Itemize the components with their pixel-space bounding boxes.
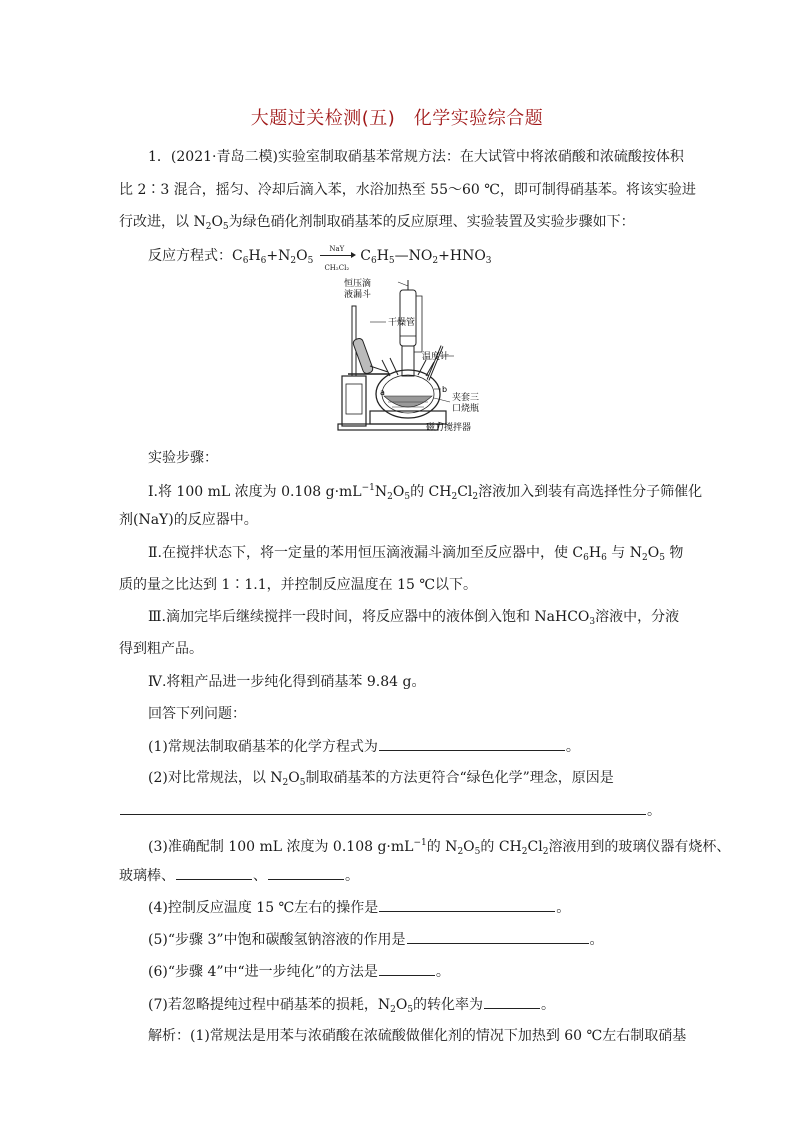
answer-blank-5[interactable] [407, 929, 589, 944]
reaction-condition-arrow: NaY CH₂Cl₂ [318, 246, 356, 266]
step-3: Ⅲ.滴加完毕后继续搅拌一段时间，将反应器中的液体倒入饱和 NaHCO$_3$溶液中，分液 [148, 609, 680, 627]
label-thermometer: 温度计 [422, 352, 450, 362]
label-funnel-1: 恒压滴 [344, 279, 372, 289]
question-number: 1． [148, 149, 171, 165]
label-flask-1: 夹套三 [452, 393, 480, 403]
answer-blank-3a[interactable] [176, 865, 252, 880]
reaction-equation: 反应方程式：$C_6H_6+N_2O_5$ NaY CH₂Cl₂ $C_6H_5—NO_2+HNO_3$ [148, 245, 492, 272]
equation-label: 反应方程式： [148, 248, 232, 264]
step-4: Ⅳ.将粗产品进一步纯化得到硝基苯 9.84 g。 [148, 674, 426, 690]
step-1: Ⅰ.将 100 mL 浓度为 0.108 $g\cdot mL^{-1}N_2O_5$的 $CH_2Cl_2$溶液加入到装有高选择性分子筛催化 [148, 483, 703, 502]
questions-heading: 回答下列问题： [148, 706, 246, 722]
step-2: Ⅱ.在搅拌状态下，将一定量的苯用恒压滴液漏斗滴加至反应器中，使 $C_6H_6$ 与 $N_2O_5$ 物 [148, 545, 684, 563]
label-stirrer: 磁力搅拌器 [426, 423, 472, 433]
label-drying-tube: 干燥管 [388, 318, 416, 328]
label-a: a [380, 388, 385, 397]
question-1: (1)常规法制取硝基苯的化学方程式为 。 [148, 736, 580, 757]
answer-blank-7[interactable] [484, 994, 540, 1009]
answer-blank-2[interactable] [120, 800, 646, 815]
label-funnel-2: 液漏斗 [344, 290, 372, 300]
question-intro-line-1 [148, 147, 684, 167]
question-3-cont: 玻璃棒、 、 。 [119, 865, 359, 886]
step-2-cont: 质的量之比达到 1∶1.1，并控制反应温度在 15 ℃以下。 [119, 577, 477, 593]
analysis-text: 解析：(1)常规法是用苯与浓硝酸在浓硫酸做催化剂的情况下加热到 60 ℃左右制取硝基 [148, 1028, 687, 1044]
question-3: (3)准确配制 100 mL 浓度为 0.108 $g\cdot mL^{-1}$的 $N_2O_5$的 $CH_2Cl_2$溶液用到的玻璃仪器有烧杯、 [148, 838, 731, 857]
intro-text-1: 实验室制取硝基苯常规方法：在大试管中将浓硝酸和浓硫酸按体积 [277, 149, 684, 165]
label-flask-2: 口烧瓶 [452, 404, 480, 414]
label-b: b [442, 385, 448, 394]
step-1-cont: 剂(NaY)的反应器中。 [119, 512, 258, 528]
answer-blank-6[interactable] [379, 961, 435, 976]
answer-blank-1[interactable] [379, 736, 565, 751]
steps-heading: 实验步骤： [148, 450, 218, 466]
question-6: (6)“步骤 4”中“进一步纯化”的方法是 。 [148, 961, 450, 982]
question-intro-line-2: 比 2∶3 混合，摇匀、冷却后滴入苯，水浴加热至 55～60 ℃，即可制得硝基苯。将该实验进 [119, 182, 696, 198]
question-5: (5)“步骤 3”中饱和碳酸氢钠溶液的作用是 。 [148, 929, 604, 950]
step-3-cont: 得到粗产品。 [119, 641, 203, 657]
question-source: (2021·青岛二模) [170, 149, 278, 165]
page-title: 大题过关检测(五) 化学实验综合题 [250, 108, 544, 129]
question-2: (2)对比常规法，以 $N_2O_5$制取硝基苯的方法更符合“绿色化学”理念，原因是 [148, 770, 614, 788]
answer-blank-4[interactable] [379, 897, 555, 912]
question-7: (7)若忽略提纯过程中硝基苯的损耗，$N_2O_5$的转化率为 。 [148, 994, 555, 1020]
apparatus-diagram [330, 276, 490, 436]
question-2-answer: 。 [119, 800, 661, 821]
answer-blank-3b[interactable] [268, 865, 344, 880]
question-intro-line-3: 行改进，以 $N_2O_5$为绿色硝化剂制取硝基苯的反应原理、实验装置及实验步骤如下： [119, 214, 635, 232]
question-4: (4)控制反应温度 15 ℃左右的操作是 。 [148, 897, 570, 918]
